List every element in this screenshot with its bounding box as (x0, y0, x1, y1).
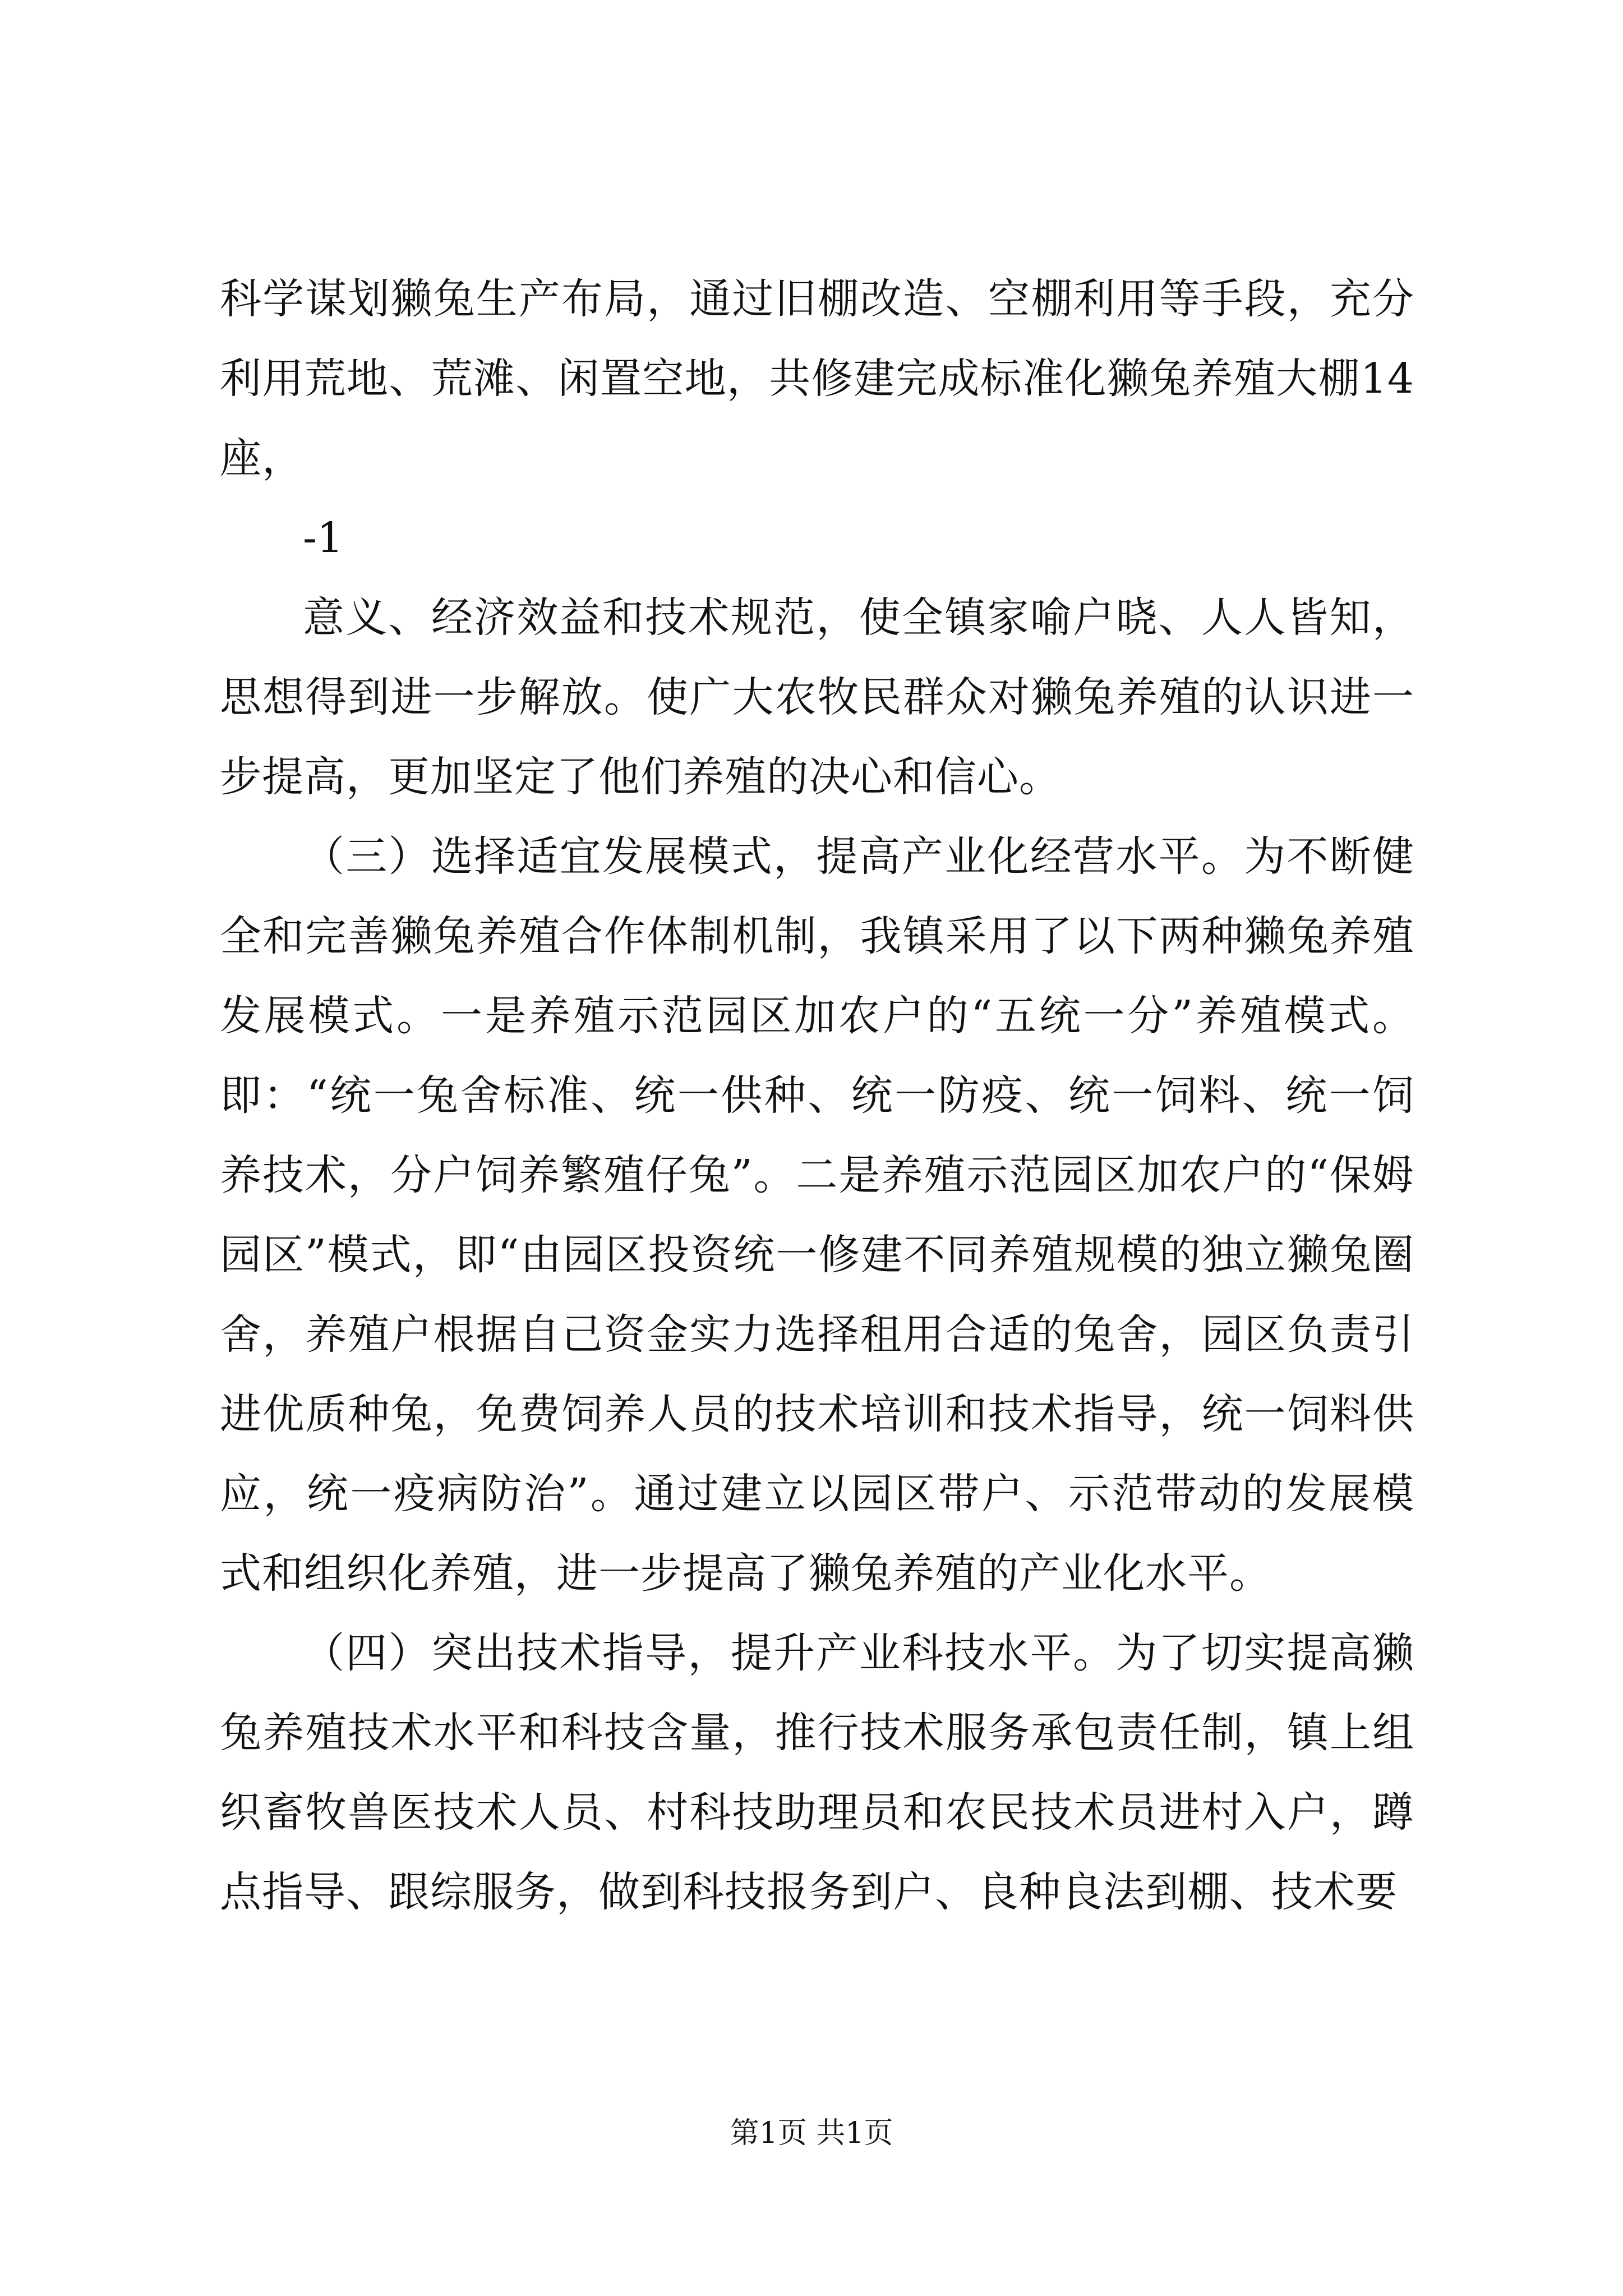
paragraph-section-four: （四）突出技术指导，提升产业科技水平。为了切实提高獭兔养殖技术水平和科技含量，推行技术服务承包责任制，镇上组织畜牧兽医技术人员、村科技助理员和农民技术员进村入户，蹲点指导、跟综服务，做到科技报务到户、良种良法到棚、技术要 (220, 1629, 1414, 1916)
page-footer: 第1页 共1页 (730, 2116, 893, 2150)
paragraph-section-three: （三）选择适宜发展模式，提高产业化经营水平。为不断健全和完善獭兔养殖合作体制机制，我镇采用了以下两种獭兔养殖发展模式。一是养殖示范园区加农户的“五统一分”养殖模式。即：“统一兔舍标准、统一供种、统一防疫、统一饲料、统一饲养技术，分户饲养繁殖仔兔”。二是养殖示范园区加农户的“保姆园区”模式，即“由园区投资统一修建不同养殖规模的独立獭兔圈舍，养殖户根据自己资金实力选择租用合适的兔舍，园区负责引进优质种兔，免费饲养人员的技术培训和技术指导，统一饲料供应，统一疫病防治”。通过建立以园区带户、示范带动的发展模式和组织化养殖，进一步提高了獭兔养殖的产业化水平。 (220, 832, 1414, 1598)
page-marker-fragment: -1 (303, 514, 344, 562)
document-body (220, 259, 1414, 1932)
paragraph-continuation: 科学谋划獭兔生产布局，通过旧棚改造、空棚利用等手段，充分利用荒地、荒滩、闲置空地，共修建完成标准化獭兔养殖大棚14座， (220, 275, 1414, 482)
paragraph-significance: 意义、经济效益和技术规范，使全镇家喻户晓、人人皆知，思想得到进一步解放。使广大农牧民群众对獭兔养殖的认识进一步提高，更加坚定了他们养殖的决心和信心。 (220, 593, 1414, 801)
